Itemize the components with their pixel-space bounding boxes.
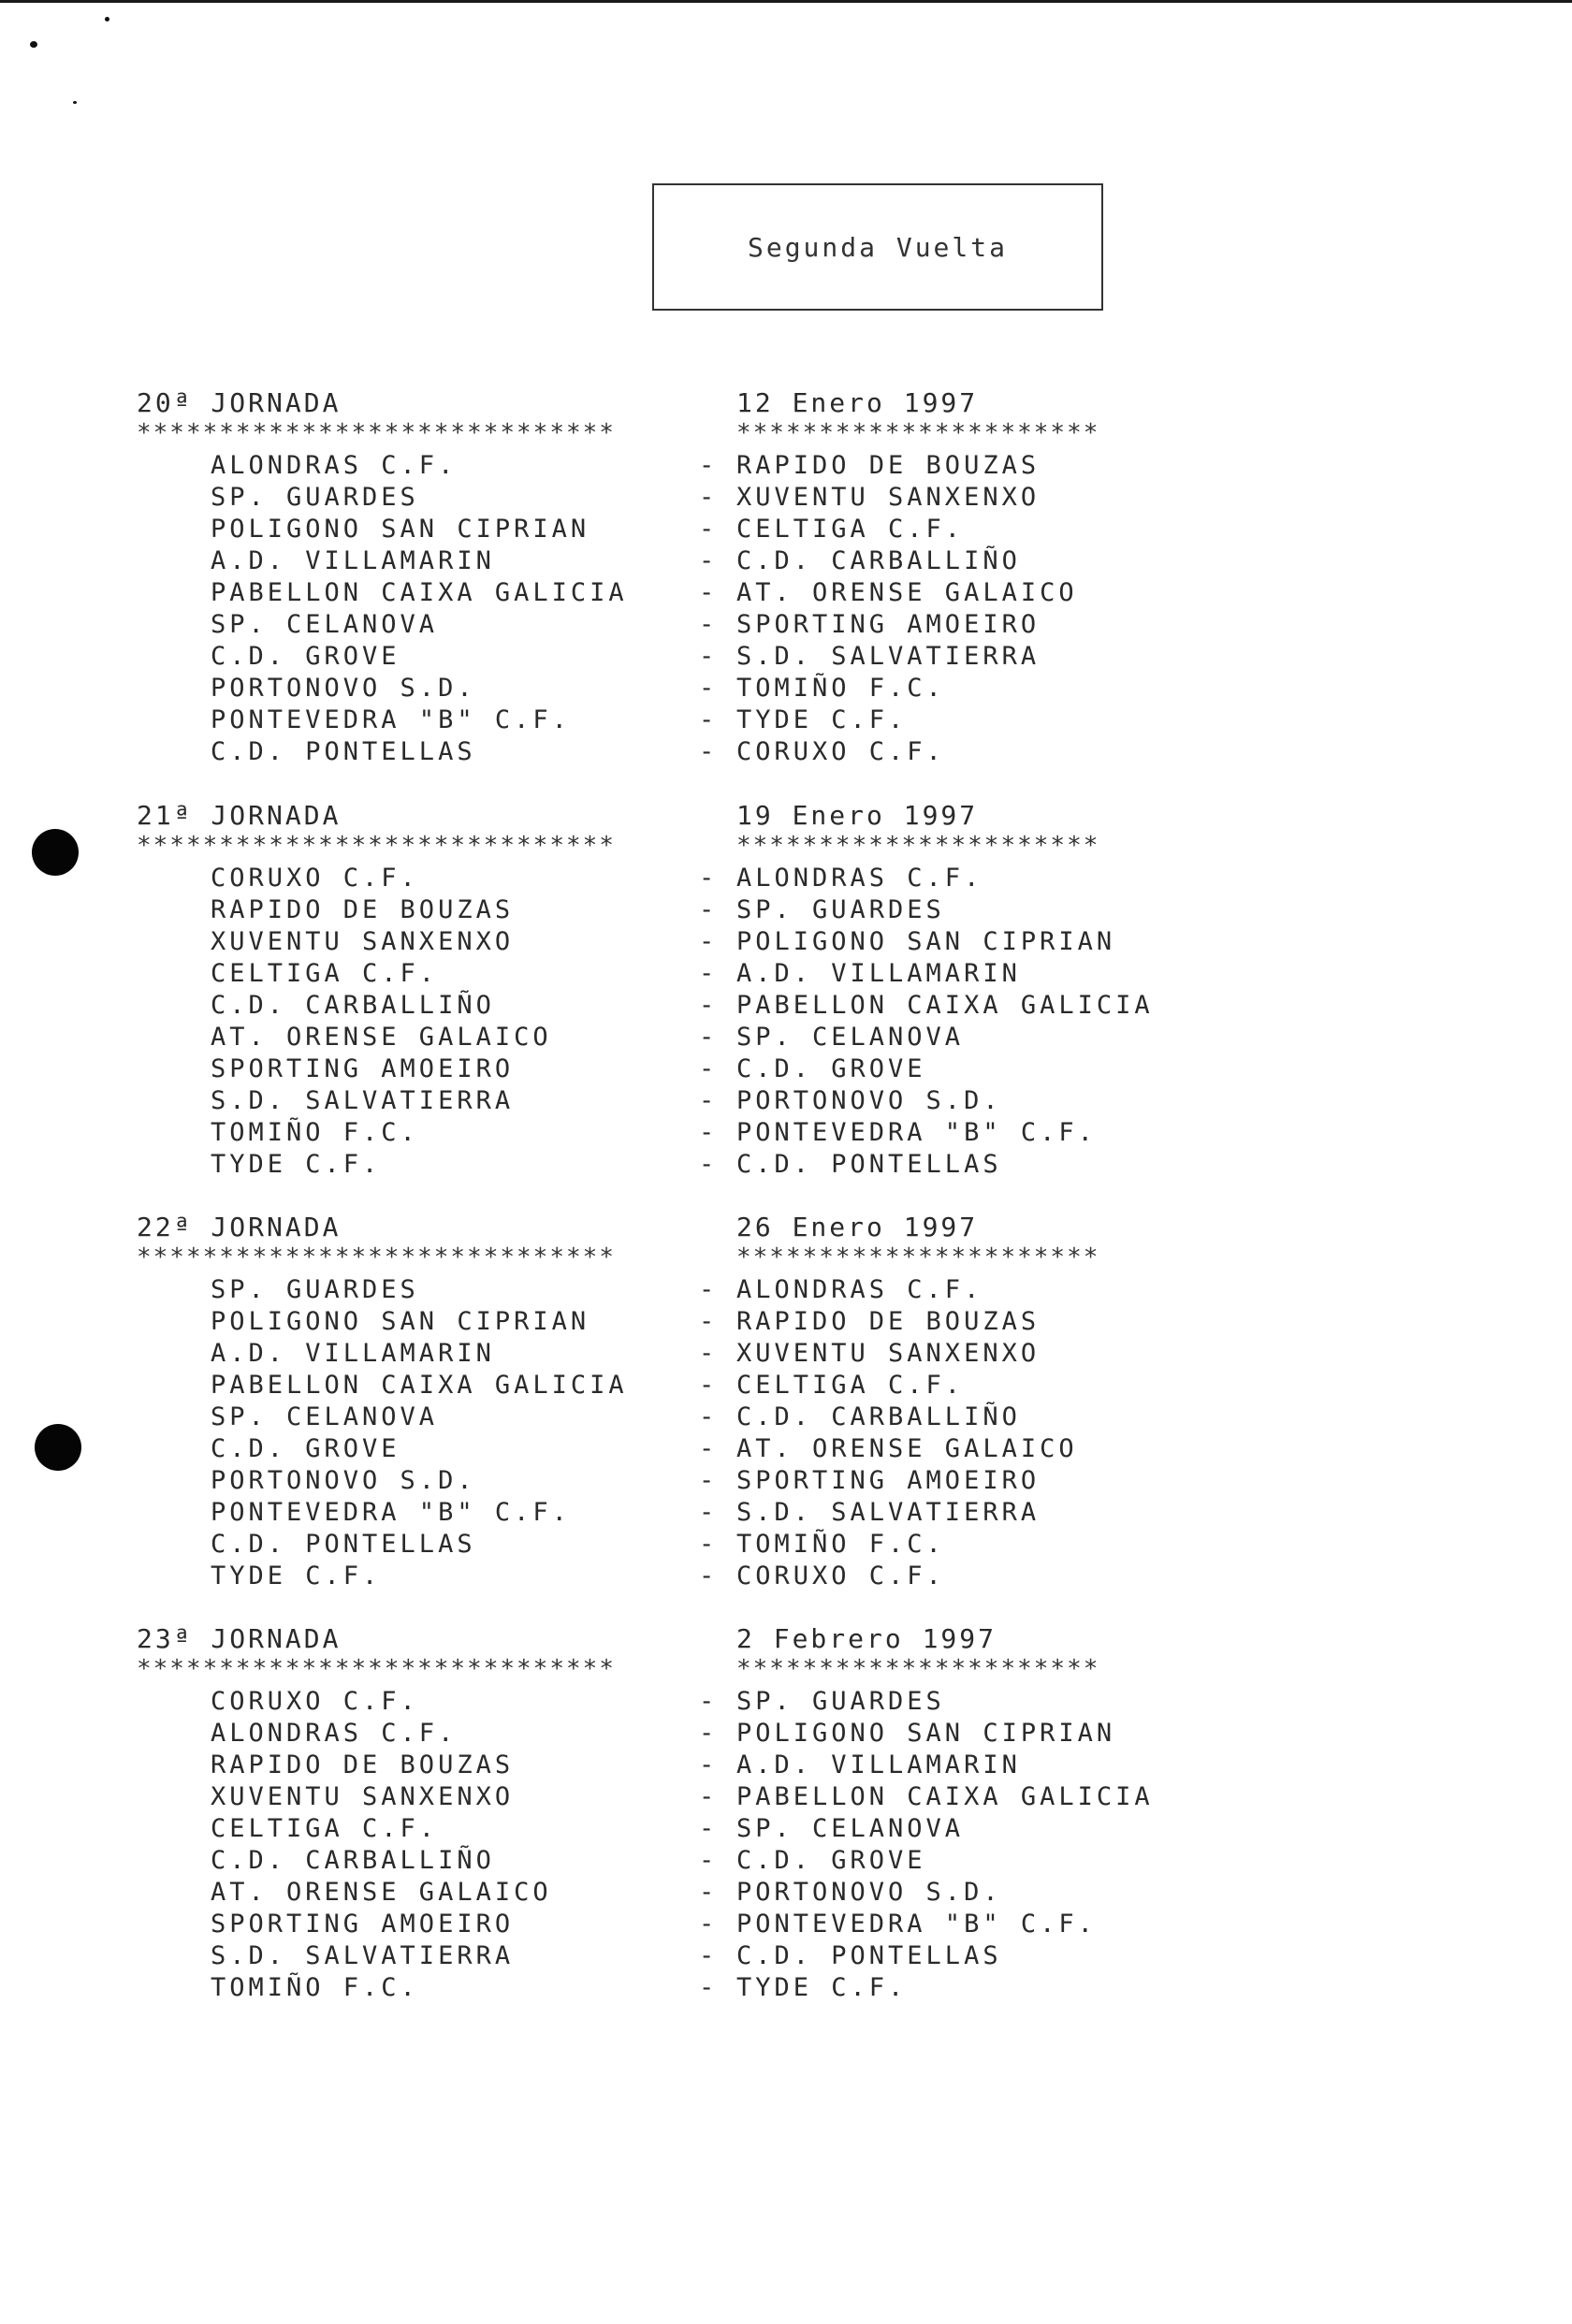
home-team: TYDE C.F. [211,1150,382,1179]
match-separator: - [699,1086,719,1115]
match-separator: - [699,483,719,512]
home-team: RAPIDO DE BOUZAS [211,895,515,924]
asterisk-rule [137,1243,1259,1275]
ink-speck [73,101,77,104]
home-team: POLIGONO SAN CIPRIAN [211,1307,590,1336]
home-team: TYDE C.F. [211,1561,382,1590]
page-title: Segunda Vuelta [747,231,1008,263]
home-team: PONTEVEDRA "B" C.F. [211,1498,571,1527]
away-team: RAPIDO DE BOUZAS [736,1307,1041,1336]
match-separator: - [699,1339,719,1368]
away-team: SP. CELANOVA [736,1023,965,1052]
ink-speck [30,41,37,48]
match-row [137,1086,1259,1118]
away-team: TYDE C.F. [736,1973,908,2002]
home-team: POLIGONO SAN CIPRIAN [211,515,590,544]
away-team: CORUXO C.F. [736,737,945,766]
home-team: S.D. SALVATIERRA [211,1086,515,1115]
round-label: 21ª JORNADA [137,800,342,831]
home-team: CORUXO C.F. [211,864,419,893]
away-team: CELTIGA C.F. [736,515,965,544]
away-team: S.D. SALVATIERRA [736,1498,1041,1527]
round-date: 2 Febrero 1997 [736,1623,997,1654]
away-team: C.D. GROVE [736,1846,926,1875]
away-team: C.D. PONTELLAS [736,1150,1002,1179]
away-team: RAPIDO DE BOUZAS [736,451,1041,480]
away-team: TYDE C.F. [736,705,908,734]
match-row [137,1878,1259,1910]
home-team: PABELLON CAIXA GALICIA [211,1371,628,1400]
match-separator: - [699,1910,719,1939]
match-row [137,1687,1259,1719]
match-separator: - [699,1719,719,1748]
match-separator: - [699,1846,719,1875]
away-team: C.D. PONTELLAS [736,1941,1002,1970]
match-row [137,1371,1259,1402]
match-row [137,927,1259,959]
match-row [137,451,1259,483]
round-label: 20ª JORNADA [137,387,342,418]
away-team: PORTONOVO S.D. [736,1878,1002,1907]
match-separator: - [699,895,719,924]
away-team: XUVENTU SANXENXO [736,1339,1041,1368]
match-separator: - [699,1878,719,1907]
match-separator: - [699,1941,719,1970]
away-team: SPORTING AMOEIRO [736,1466,1041,1495]
match-separator: - [699,578,719,607]
match-row [137,1307,1259,1339]
match-row [137,1561,1259,1593]
away-team: AT. ORENSE GALAICO [736,578,1078,607]
match-row [137,991,1259,1023]
match-separator: - [699,1466,719,1495]
home-team: SPORTING AMOEIRO [211,1054,515,1083]
asterisk-rule-left: ***************************** [137,832,616,860]
match-separator: - [699,674,719,703]
match-row [137,1023,1259,1054]
away-team: TOMIÑO F.C. [736,674,945,703]
match-separator: - [699,1118,719,1147]
match-separator: - [699,1307,719,1336]
match-separator: - [699,1023,719,1052]
round-header [137,1623,1259,1655]
ink-speck [105,17,109,22]
away-team: AT. ORENSE GALAICO [736,1434,1078,1463]
round-section [137,800,1259,1182]
away-team: TOMIÑO F.C. [736,1530,945,1559]
page-title-box [652,183,1103,311]
home-team: PABELLON CAIXA GALICIA [211,578,628,607]
round-section [137,1212,1259,1593]
away-team: A.D. VILLAMARIN [736,1750,1021,1779]
match-row [137,1782,1259,1814]
punch-hole [35,1424,81,1471]
round-date: 19 Enero 1997 [736,800,979,831]
punch-hole [32,829,79,876]
match-row [137,1498,1259,1530]
match-row [137,959,1259,991]
home-team: PORTONOVO S.D. [211,1466,476,1495]
asterisk-rule-right: ********************** [736,419,1100,447]
home-team: C.D. PONTELLAS [211,1530,476,1559]
home-team: PORTONOVO S.D. [211,674,476,703]
round-label: 23ª JORNADA [137,1623,342,1654]
round-header [137,800,1259,832]
home-team: SP. CELANOVA [211,610,439,639]
home-team: SP. GUARDES [211,1275,419,1304]
match-row [137,1750,1259,1782]
home-team: SP. GUARDES [211,483,419,512]
match-row [137,1846,1259,1878]
round-header [137,1212,1259,1243]
match-separator: - [699,1973,719,2002]
home-team: ALONDRAS C.F. [211,451,458,480]
away-team: CORUXO C.F. [736,1561,945,1590]
away-team: C.D. CARBALLIÑO [736,546,1021,575]
home-team: RAPIDO DE BOUZAS [211,1750,515,1779]
match-row [137,1339,1259,1371]
match-separator: - [699,1561,719,1590]
away-team: XUVENTU SANXENXO [736,483,1041,512]
match-separator: - [699,927,719,956]
away-team: SP. GUARDES [736,1687,945,1716]
round-section [137,1623,1259,2005]
away-team: S.D. SALVATIERRA [736,642,1041,671]
home-team: A.D. VILLAMARIN [211,546,495,575]
match-separator: - [699,864,719,893]
home-team: AT. ORENSE GALAICO [211,1878,552,1907]
home-team: TOMIÑO F.C. [211,1118,419,1147]
away-team: CELTIGA C.F. [736,1371,965,1400]
away-team: SPORTING AMOEIRO [736,610,1041,639]
match-separator: - [699,1530,719,1559]
match-row [137,1275,1259,1307]
match-row [137,515,1259,546]
away-team: ALONDRAS C.F. [736,864,983,893]
match-separator: - [699,1275,719,1304]
match-separator: - [699,1782,719,1811]
away-team: POLIGONO SAN CIPRIAN [736,1719,1116,1748]
away-team: PORTONOVO S.D. [736,1086,1002,1115]
asterisk-rule [137,832,1259,864]
match-row [137,705,1259,737]
match-separator: - [699,642,719,671]
match-separator: - [699,1750,719,1779]
match-separator: - [699,1054,719,1083]
home-team: TOMIÑO F.C. [211,1973,419,2002]
match-separator: - [699,705,719,734]
match-separator: - [699,610,719,639]
round-header [137,387,1259,419]
round-section [137,387,1259,769]
match-separator: - [699,991,719,1020]
match-row [137,1814,1259,1846]
match-separator: - [699,1434,719,1463]
match-row [137,1150,1259,1182]
away-team: C.D. GROVE [736,1054,926,1083]
asterisk-rule-right: ********************** [736,1243,1100,1271]
home-team: C.D. CARBALLIÑO [211,1846,495,1875]
home-team: C.D. GROVE [211,642,400,671]
home-team: SPORTING AMOEIRO [211,1910,515,1939]
home-team: PONTEVEDRA "B" C.F. [211,705,571,734]
match-row [137,610,1259,642]
match-separator: - [699,737,719,766]
match-row [137,1910,1259,1941]
match-row [137,1402,1259,1434]
home-team: CELTIGA C.F. [211,1814,439,1843]
match-row [137,1434,1259,1466]
home-team: CELTIGA C.F. [211,959,439,988]
match-separator: - [699,959,719,988]
home-team: XUVENTU SANXENXO [211,927,515,956]
asterisk-rule-left: ***************************** [137,1655,616,1683]
asterisk-rule-right: ********************** [736,1655,1100,1683]
asterisk-rule-right: ********************** [736,832,1100,860]
home-team: C.D. GROVE [211,1434,400,1463]
away-team: SP. CELANOVA [736,1814,965,1843]
asterisk-rule-left: ***************************** [137,419,616,447]
match-row [137,1973,1259,2005]
match-row [137,546,1259,578]
away-team: PONTEVEDRA "B" C.F. [736,1910,1097,1939]
home-team: CORUXO C.F. [211,1687,419,1716]
match-row [137,895,1259,927]
match-separator: - [699,451,719,480]
home-team: AT. ORENSE GALAICO [211,1023,552,1052]
round-date: 26 Enero 1997 [736,1212,979,1242]
match-separator: - [699,1498,719,1527]
match-row [137,674,1259,705]
match-row [137,1941,1259,1973]
home-team: C.D. PONTELLAS [211,737,476,766]
away-team: PABELLON CAIXA GALICIA [736,1782,1154,1811]
asterisk-rule-left: ***************************** [137,1243,616,1271]
away-team: POLIGONO SAN CIPRIAN [736,927,1116,956]
match-separator: - [699,1371,719,1400]
page-top-edge [0,0,1572,3]
match-row [137,483,1259,515]
round-label: 22ª JORNADA [137,1212,342,1242]
home-team: S.D. SALVATIERRA [211,1941,515,1970]
asterisk-rule [137,419,1259,451]
match-row [137,737,1259,769]
match-separator: - [699,1402,719,1431]
match-row [137,1466,1259,1498]
match-separator: - [699,1687,719,1716]
home-team: ALONDRAS C.F. [211,1719,458,1748]
home-team: XUVENTU SANXENXO [211,1782,515,1811]
away-team: PONTEVEDRA "B" C.F. [736,1118,1097,1147]
asterisk-rule [137,1655,1259,1687]
away-team: C.D. CARBALLIÑO [736,1402,1021,1431]
away-team: A.D. VILLAMARIN [736,959,1021,988]
match-row [137,1719,1259,1750]
away-team: SP. GUARDES [736,895,945,924]
match-separator: - [699,1814,719,1843]
match-separator: - [699,1150,719,1179]
round-date: 12 Enero 1997 [736,387,979,418]
home-team: C.D. CARBALLIÑO [211,991,495,1020]
match-row [137,1054,1259,1086]
match-row [137,864,1259,895]
match-row [137,642,1259,674]
match-row [137,1530,1259,1561]
match-row [137,1118,1259,1150]
away-team: ALONDRAS C.F. [736,1275,983,1304]
home-team: SP. CELANOVA [211,1402,439,1431]
match-separator: - [699,546,719,575]
away-team: PABELLON CAIXA GALICIA [736,991,1154,1020]
home-team: A.D. VILLAMARIN [211,1339,495,1368]
match-row [137,578,1259,610]
match-separator: - [699,515,719,544]
